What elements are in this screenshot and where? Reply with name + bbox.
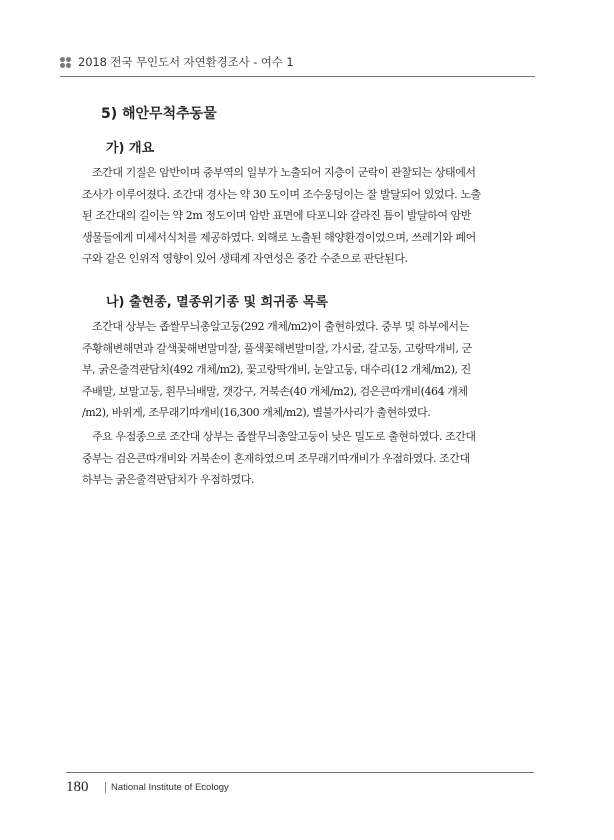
bullet-dots-icon xyxy=(60,57,72,69)
text-line: 주요 우점종으로 조간대 상부는 좁쌀무늬총알고둥이 낮은 밀도로 출현하였다. 조간대 xyxy=(92,430,476,443)
text-line: 구와 같은 인위적 영향이 있어 생태계 자연성은 중간 수준으로 판단된다. xyxy=(82,252,408,265)
subsection-title-species: 나) 출현종, 멸종위기종 및 희귀종 목록 xyxy=(106,295,328,310)
species-paragraph-1 xyxy=(82,316,532,424)
text-line: 된 조간대의 길이는 약 2m 정도이며 암반 표면에 타포니와 갈라진 틈이 발달하여 암반 xyxy=(82,209,471,222)
footer-divider xyxy=(66,772,534,773)
running-header xyxy=(60,53,555,75)
header-title: 2018 전국 무인도서 자연환경조사 - 여수 1 xyxy=(78,55,294,69)
header-divider xyxy=(60,76,535,77)
section-title: 5) 해안무척추동물 xyxy=(101,106,217,122)
text-line: /m2), 바위게, 조무래기따개비(16,300 개체/m2), 별불가사리가 출현하였다. xyxy=(82,406,431,419)
subsection-title-overview: 가) 개요 xyxy=(106,141,155,156)
page-number: 180 xyxy=(66,779,89,795)
text-line: 중부는 검은큰따개비와 거북손이 혼재하였으며 조무래기따개비가 우점하였다. 조간대 xyxy=(82,451,470,465)
text-line: 조간대 기질은 암반이며 중부역의 일부가 노출되어 지층이 군락이 관찰되는 상태에서 xyxy=(92,166,476,179)
footer-separator xyxy=(105,782,106,793)
text-line: 주황해변해면과 갈색꽃해변말미잘, 풀색꽃해변말미잘, 가시굴, 갈고둥, 고랑딱개비, 군 xyxy=(82,341,472,355)
text-line: 조사가 이루어졌다. 조간대 경사는 약 30 도이며 조수웅덩이는 잘 발달되어 있었다. 노출 xyxy=(82,187,481,201)
text-line: 부, 굵은줄격판담치(492 개체/m2), 꽃고랑딱개비, 눈알고둥, 대수리(12 개체/m2), 진 xyxy=(82,363,471,376)
text-line: 하부는 굵은줄격판담치가 우점하였다. xyxy=(82,473,254,486)
species-paragraph-2 xyxy=(82,426,532,491)
text-line: 생물들에게 미세서식처를 제공하였다. 외해로 노출된 해양환경이었으며, 쓰레기와 폐어 xyxy=(82,230,476,244)
text-line: 조간대 상부는 좁쌀무늬총알고둥(292 개체/m2)이 출현하였다. 중부 및 하부에서는 xyxy=(92,320,469,333)
text-line: 주배말, 보말고둥, 흰무늬배말, 갯강구, 거북손(40 개체/m2), 검은큰따개비(464 개체 xyxy=(82,384,468,398)
footer-institution: National Institute of Ecology xyxy=(111,782,229,793)
overview-paragraph xyxy=(82,162,532,270)
